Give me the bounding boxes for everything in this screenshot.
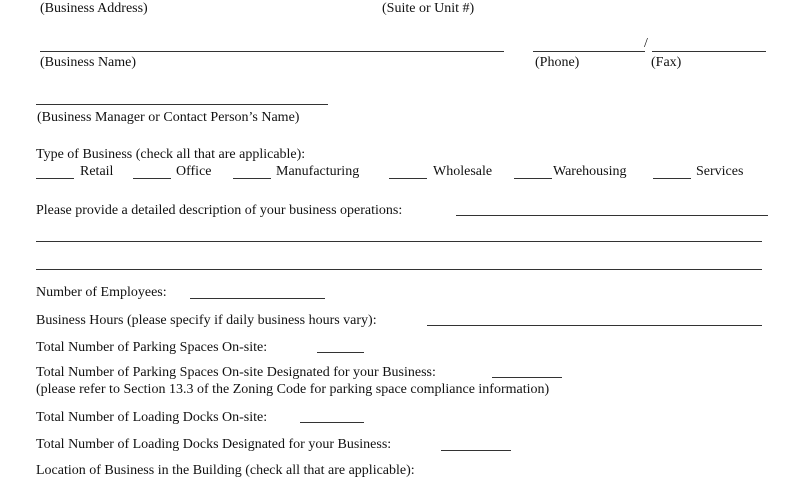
employees-label: Number of Employees: [36,285,167,300]
business-type-heading: Type of Business (check all that are applicable): [36,147,306,162]
parking-compliance-note: (please refer to Section 13.3 of the Zoning Code for parking space compliance information) [36,382,550,397]
manufacturing-checkbox[interactable] [233,178,271,179]
phone-field[interactable] [533,51,645,52]
business-name-field[interactable] [40,51,504,52]
loading-docks-total-field[interactable] [300,422,364,423]
description-field-line-1[interactable] [456,215,768,216]
loading-docks-total-label: Total Number of Loading Docks On-site: [36,410,268,425]
warehousing-option-label: Warehousing [553,164,627,179]
fax-label: (Fax) [651,55,682,70]
parking-designated-label: Total Number of Parking Spaces On-site Designated for your Business: [36,365,436,380]
suite-unit-label: (Suite or Unit #) [382,1,475,16]
manufacturing-option-label: Manufacturing [276,164,360,179]
building-location-label: Location of Business in the Building (check all that are applicable): [36,463,415,478]
description-label: Please provide a detailed description of your business operations: [36,203,403,218]
services-checkbox[interactable] [653,178,691,179]
parking-designated-field[interactable] [492,377,562,378]
description-field-line-2[interactable] [36,241,762,242]
business-hours-field[interactable] [427,325,762,326]
services-option-label: Services [696,164,744,179]
parking-total-label: Total Number of Parking Spaces On-site: [36,340,268,355]
employees-field[interactable] [190,298,325,299]
wholesale-checkbox[interactable] [389,178,427,179]
retail-checkbox[interactable] [36,178,74,179]
office-option-label: Office [176,164,212,179]
description-field-line-3[interactable] [36,269,762,270]
contact-person-field[interactable] [36,104,328,105]
business-name-label: (Business Name) [40,55,137,70]
business-address-label: (Business Address) [40,1,148,16]
contact-person-label: (Business Manager or Contact Person’s Name) [37,110,300,125]
warehousing-checkbox[interactable] [514,178,552,179]
parking-total-field[interactable] [317,352,364,353]
business-hours-label: Business Hours (please specify if daily business hours vary): [36,313,377,328]
loading-docks-designated-label: Total Number of Loading Docks Designated for your Business: [36,437,392,452]
phone-fax-separator: / [644,36,648,51]
phone-label: (Phone) [535,55,580,70]
retail-option-label: Retail [80,164,114,179]
loading-docks-designated-field[interactable] [441,450,511,451]
wholesale-option-label: Wholesale [433,164,493,179]
fax-field[interactable] [652,51,766,52]
office-checkbox[interactable] [133,178,171,179]
